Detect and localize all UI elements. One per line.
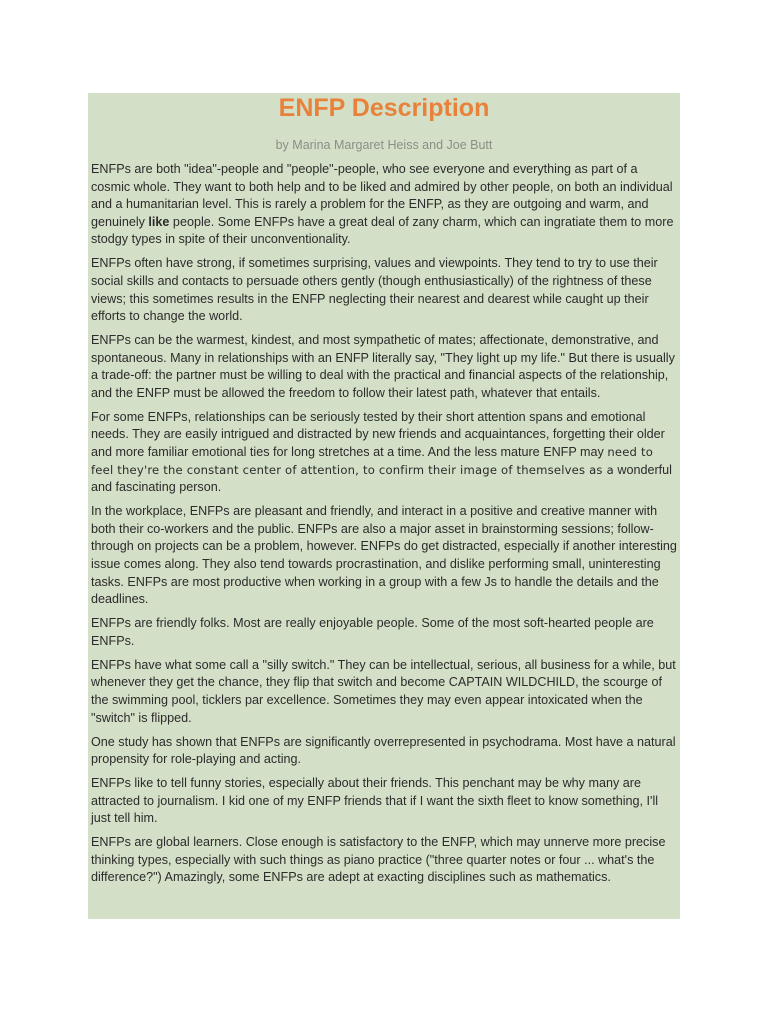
paragraph-values: ENFPs often have strong, if sometimes surprising, values and viewpoints. They tend to try to use their social skills and contacts to persuade others gently (though enthusiastically) of the rightness of these views; this sometimes results in the ENFP neglecting their nearest and dearest while caught up their efforts to change the world. (91, 256, 658, 324)
author-byline: by Marina Margaret Heiss and Joe Butt (275, 138, 493, 152)
paragraph-relationships (91, 409, 677, 497)
paragraph-friendly: ENFPs are friendly folks. Most are really enjoyable people. Some of the most soft-hearted people are ENFPs. (91, 616, 654, 648)
paragraph-workplace: In the workplace, ENFPs are pleasant and friendly, and interact in a positive and creative manner with both their co-workers and the public. ENFPs are also a major asset in brainstorming sessions; follow-through on projects can be a problem, however. ENFPs do get distracted, especially if another interesting issue comes along. They also tend towards procrastination, and dislike performing small, uninteresting tasks. ENFPs are most productive when working in a group with a few Js to handle the details and the deadlines. (91, 504, 677, 607)
paragraph-mates: ENFPs can be the warmest, kindest, and most sympathetic of mates; affectionate, demonstrative, and spontaneous. Many in relationships with an ENFP literally say, "They light up my life." But there is usually a trade-off: the partner must be willing to deal with the practical and financial aspects of the relationship, and the ENFP must be allowed the freedom to follow their latest path, whatever that entails. (91, 333, 675, 400)
paragraph-text-alt-font: need to feel they're the constant center of attention, to confirm their image of themselves as a (91, 445, 654, 477)
description-panel (88, 93, 680, 919)
paragraph-global-learners: ENFPs are global learners. Close enough is satisfactory to the ENFP, which may unnerve more precise thinking types, especially with such things as piano practice ("three quarter notes or four ... what's the difference?") Amazingly, some ENFPs are adept at exacting disciplines such as mathematics. (91, 835, 666, 885)
paragraph-psychodrama: One study has shown that ENFPs are significantly overrepresented in psychodrama. Most have a natural propensity for role-playing and acting. (91, 734, 676, 767)
paragraph-text: people. Some ENFPs have a great deal of zany charm, which can ingratiate them to more stodgy types in spite of their unconventionality. (91, 214, 674, 247)
emphasis-like: like (148, 214, 170, 229)
paragraph-text: wonderful and fascinating person. (91, 462, 672, 495)
paragraph-intro (91, 161, 677, 249)
paragraph-stories: ENFPs like to tell funny stories, especially about their friends. This penchant may be why many are attracted to journalism. I kid one of my ENFP friends that if I want the sixth fleet to know something, I'll just tell him. (91, 776, 659, 826)
document-title: ENFP Description (278, 94, 490, 122)
paragraph-text: For some ENFPs, relationships can be seriously tested by their short attention spans and emotional needs. They are easily intrigued and distracted by new friends and acquaintances, forgetting their older and more familiar emotional ties for long stretches at a time. And the less mature ENFP may (91, 409, 665, 460)
paragraph-silly-switch: ENFPs have what some call a "silly switch." They can be intellectual, serious, all business for a while, but whenever they get the chance, they flip that switch and become CAPTAIN WILDCHILD, the scourge of the swimming pool, ticklers par excellence. Sometimes they may even appear intoxicated when the "switch" is flipped. (91, 657, 676, 725)
paragraph-text: ENFPs are both "idea"-people and "people"-people, who see everyone and everything as part of a cosmic whole. They want to both help and to be liked and admired by other people, on both an individual and a humanitarian level. This is rarely a problem for the ENFP, as they are outgoing and warm, and genuinely (91, 162, 673, 229)
